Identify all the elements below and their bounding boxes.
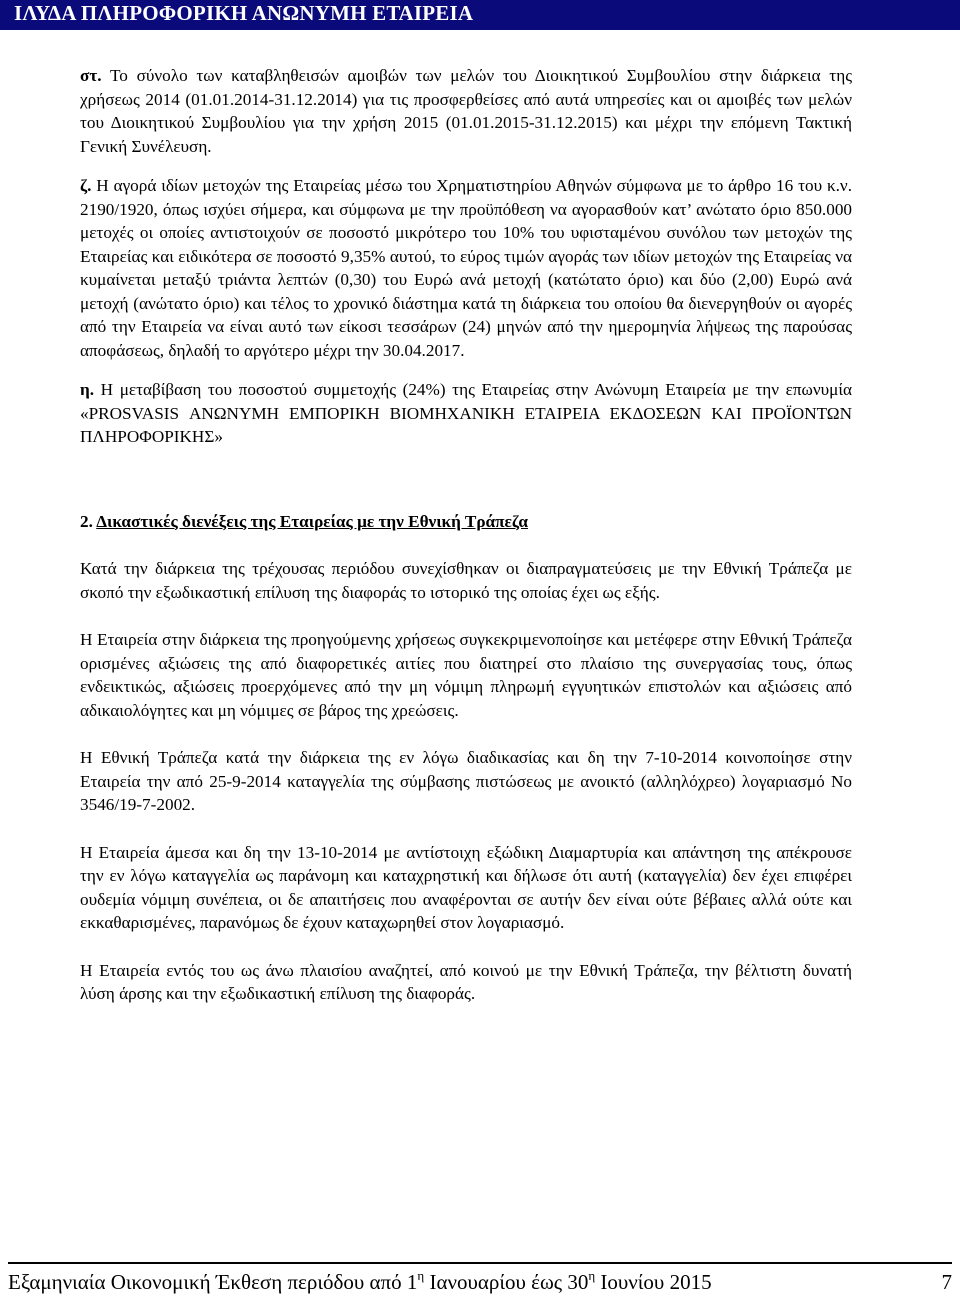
section-2-paragraph-3: Η Εθνική Τράπεζα κατά την διάρκεια της εν λόγω διαδικασίας και δη την 7-10-2014 κοινοποίησε στην Εταιρεία την από 25-9-2014 καταγγελία της σύμβασης πιστώσεως με ανοικτό (αλληλόχρεο) λογαριασμό Νο 3546/19-7-2002. <box>80 748 852 814</box>
item-z-paragraph <box>80 174 852 362</box>
section-2-number: 2. <box>80 511 93 531</box>
item-h-paragraph <box>80 378 852 449</box>
item-z-text-b: 000 μετοχές οι οποίες αντιστοιχούν σε ποσοστό μικρότερο του 10% του υφισταμένου συνόλου των μετοχών της Εταιρείας και ειδικότερα σε ποσοστό 9,35% αυτού, το εύρος τιμών αγοράς των ιδίων μετοχών της Εταιρείας να κυμαίνεται μεταξύ τριάντα λεπτών (0,30) του Ευρώ ανά μετοχή (κατώτατο όριο) και δύο (2,00) Ευρώ ανά μετοχή (ανώτατο όριο) και τέλος το χρονικό διάστημα κατά τη διάρκεια του οποίου θα διενεργηθούν οι αγορές από την Εταιρεία να είναι αυτό των είκοσι τεσσάρων (24) μηνών από την ημερομηνία λήψεως της παρούσας αποφάσεως, δηλαδή το αργότερο μέχρι την 30.04.2017. <box>80 199 852 360</box>
item-h-text: Η μεταβίβαση του ποσοστού συμμετοχής (24%) της Εταιρείας στην Ανώνυμη Εταιρεία με την επωνυμία «PROSVASIS ΑΝΩΝΥΜΗ ΕΜΠΟΡΙΚΗ ΒΙΟΜΗΧΑΝΙΚΗ ΕΤΑΙΡΕΙΑ ΕΚΔΟΣΕΩΝ ΚΑΙ ΠΡΟΪΟΝΤΩΝ ΠΛΗΡΟΦΟΡΙΚΗΣ» <box>80 380 852 446</box>
item-h-label: η. <box>80 380 95 399</box>
item-st-paragraph <box>80 64 852 158</box>
item-st-label: στ. <box>80 66 102 85</box>
item-z-label: ζ. <box>80 176 92 195</box>
section-2-heading <box>80 510 852 534</box>
header-band <box>0 0 960 30</box>
section-2-title: Δικαστικές διενέξεις της Εταιρείας με την Εθνική Τράπεζα <box>96 511 528 531</box>
footer-text-b: Ιανουαρίου έως 30 <box>424 1270 589 1294</box>
footer-report-title <box>8 1270 712 1295</box>
page-number: 7 <box>941 1270 952 1294</box>
company-header-title: ΙΛΥΔΑ ΠΛΗΡΟΦΟΡΙΚΗ ΑΝΩΝΥΜΗ ΕΤΑΙΡΕΙΑ <box>14 1 474 25</box>
section-2-paragraph-1: Κατά την διάρκεια της τρέχουσας περιόδου συνεχίσθηκαν οι διαπραγματεύσεις με την Εθνική Τράπεζα με σκοπό την εξωδικαστική επίλυση της διαφοράς το ιστορικό της οποίας έχει ως εξής. <box>80 559 852 602</box>
footer-sup-b: η <box>588 1268 596 1283</box>
footer-divider <box>8 1262 952 1264</box>
section-2-paragraph-4: Η Εταιρεία άμεσα και δη την 13-10-2014 με αντίστοιχη εξώδικη Διαμαρτυρία και απάντηση της απέκρουσε την εν λόγω καταγγελία ως παράνομη και καταχρηστική και δήλωσε ότι αυτή (καταγγελία) δεν έχει επιφέρει ουδεμία νόμιμη συνέπεια, οι δε απαιτήσεις που αναφέρονται σε αυτήν δεν είναι ούτε βέβαιες αλλά ούτε και εκκαθαρισμένες, παρανόμως δε έχουν καταχωρηθεί στον λογαριασμό. <box>80 842 852 932</box>
item-st-text: Το σύνολο των καταβληθεισών αμοιβών των μελών του Διοικητικού Συμβουλίου στην διάρκεια της χρήσεως 2014 (01.01.2014-31.12.2014) για τις προσφερθείσες από αυτά υπηρεσίες και οι αμοιβές των μελών του Διοικητικού Συμβουλίου για την χρήση 2015 (01.01.2015-31.12.2015) και μέχρι την επόμενη Τακτική Γενική Συνέλευση. <box>80 66 852 156</box>
section-2-paragraph-5: Η Εταιρεία εντός του ως άνω πλαισίου αναζητεί, από κοινού με την Εθνική Τράπεζα, την βέλτιστη δυνατή λύση άρσης και την εξωδικαστική επίλυση της διαφοράς. <box>80 960 852 1003</box>
footer-text-c: Ιουνίου 2015 <box>595 1270 712 1294</box>
item-z-text-a: Η αγορά ιδίων μετοχών της Εταιρείας μέσω του Χρηματιστηρίου Αθηνών σύμφωνα με το άρθρο 16 του κ.ν. 2190/1920, όπως ισχύει σήμερα, και σύμφωνα με την προϋπόθεση να αγορασθούν κατ’ ανώτατο όριο 850. <box>80 176 852 219</box>
document-body <box>80 64 852 1006</box>
footer-sup-a: η <box>417 1268 425 1283</box>
footer-text-a: Εξαμηνιαία Οικονομική Έκθεση περιόδου από 1 <box>8 1270 418 1294</box>
section-2-paragraph-2: Η Εταιρεία στην διάρκεια της προηγούμενης χρήσεως συγκεκριμενοποίησε και μετέφερε στην Εθνική Τράπεζα ορισμένες αξιώσεις της από διαφορετικές αιτίες που διατηρεί στο πλαίσιο της συνεργασίας τους, όπως ενδεικτικώς, αξιώσεις προερχόμενες από την μη νόμιμη πληρωμή εγγυητικών επιστολών και αξιώσεις από αδικαιολόγητες και μη νόμιμες σε βάρος της χρεώσεις. <box>80 630 852 720</box>
